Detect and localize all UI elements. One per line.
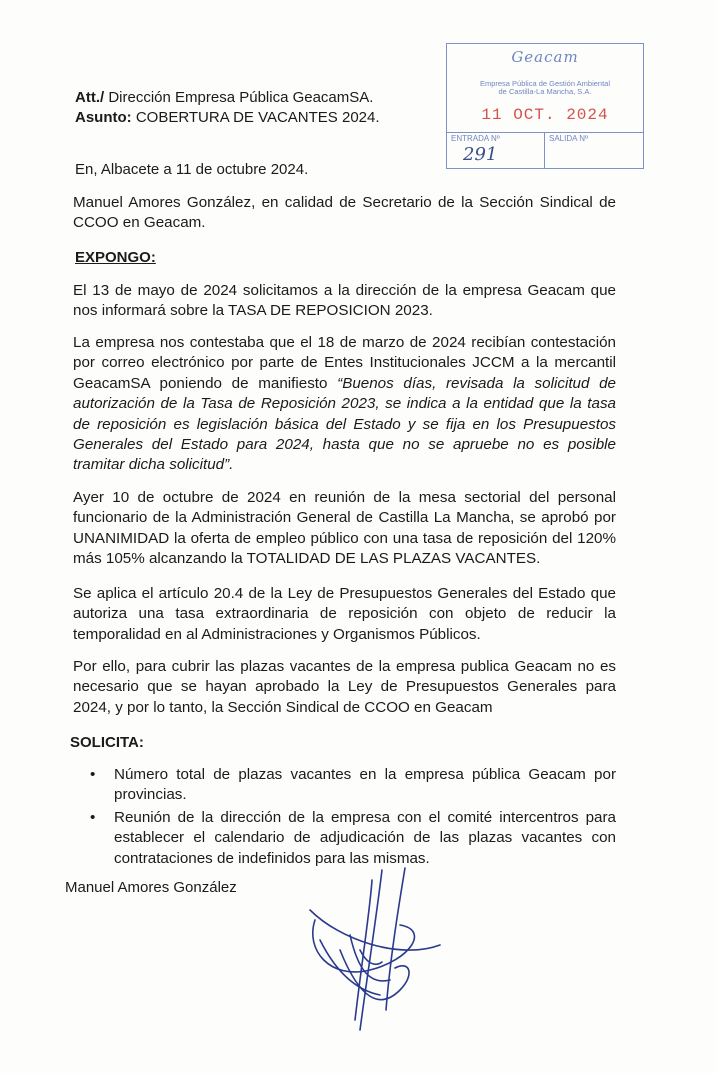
stamp-divider (447, 132, 643, 133)
asunto-label: Asunto: (75, 109, 132, 126)
solicita-heading: SOLICITA: (70, 734, 144, 751)
paragraph-2-text: La empresa nos contestaba que el 18 de marzo de 2024 recibían contestación por correo electrónico por parte de Entes Institucionales JCCM a la mercantil GeacamSA poniendo de manifiesto (73, 334, 616, 392)
signer-name: Manuel Amores González (65, 879, 237, 896)
paragraph-2-quote: “Buenos días, revisada la solicitud de autorización de la Tasa de Reposición 2023, se indica a la entidad que la tasa de reposición es legislación básica del Estado y se fija en los Presupuestos Generales del Estado para 2024, hasta que no se apruebe no es posible tramitar dicha solicitud”. (73, 374, 616, 474)
list-item: • Reunión de la dirección de la empresa con el comité intercentros para establecer el calendario de adjudicación de las plazas vacantes con contrataciones de indefinidos para las mismas. (88, 808, 616, 869)
att-label: Att./ (75, 89, 105, 106)
stamp-salida-label: SALIDA Nº (549, 134, 588, 143)
list-item: • Número total de plazas vacantes en la empresa pública Geacam por provincias. (88, 765, 616, 806)
date-line: En, Albacete a 11 de octubre 2024. (75, 161, 309, 178)
stamp-org-line-2: de Castilla-La Mancha, S.A. (498, 87, 592, 96)
stamp-organization (453, 80, 637, 96)
paragraph-3: Ayer 10 de octubre de 2024 en reunión de la mesa sectorial del personal funcionario de la Administración General de Castilla La Mancha, se aprobó por UNANIMIDAD la oferta de empleo público con una tasa de reposición del 120% más 105% alcanzando la TOTALIDAD DE LAS PLAZAS VACANTES. (73, 489, 616, 568)
stamp-entrada-label: ENTRADA Nº (451, 134, 500, 143)
handwritten-signature (300, 850, 450, 1040)
stamp-logo: Geacam (511, 48, 579, 66)
stamp-column-divider (544, 132, 545, 168)
intro-paragraph: Manuel Amores González, en calidad de Secretario de la Sección Sindical de CCOO en Geacam. (73, 194, 616, 232)
stamp-date: 11 OCT. 2024 (481, 106, 609, 124)
paragraph-1: El 13 de mayo de 2024 solicitamos a la dirección de la empresa Geacam que nos informará sobre la TASA DE REPOSICION 2023. (73, 282, 616, 320)
asunto-line (75, 108, 380, 127)
registry-stamp (446, 43, 644, 169)
paragraph-2 (73, 333, 616, 476)
stamp-entrada-number: 291 (463, 144, 498, 165)
expongo-heading: EXPONGO: (75, 249, 156, 266)
att-text: Dirección Empresa Pública GeacamSA. (108, 89, 374, 106)
asunto-text: COBERTURA DE VACANTES 2024. (135, 109, 380, 126)
att-line (75, 88, 373, 107)
paragraph-4: Se aplica el artículo 20.4 de la Ley de Presupuestos Generales del Estado que autoriza una tasa extraordinaria de reposición con objeto de reducir la temporalidad en al Administraciones y Organismos Públicos. (73, 585, 616, 643)
paragraph-5: Por ello, para cubrir las plazas vacantes de la empresa publica Geacam no es necesario que se hayan aprobado la Ley de Presupuestos Generales para 2024, y por lo tanto, la Sección Sindical de CCOO en Geacam (73, 658, 616, 716)
stamp-org-line-1: Empresa Pública de Gestión Ambiental (479, 79, 611, 88)
